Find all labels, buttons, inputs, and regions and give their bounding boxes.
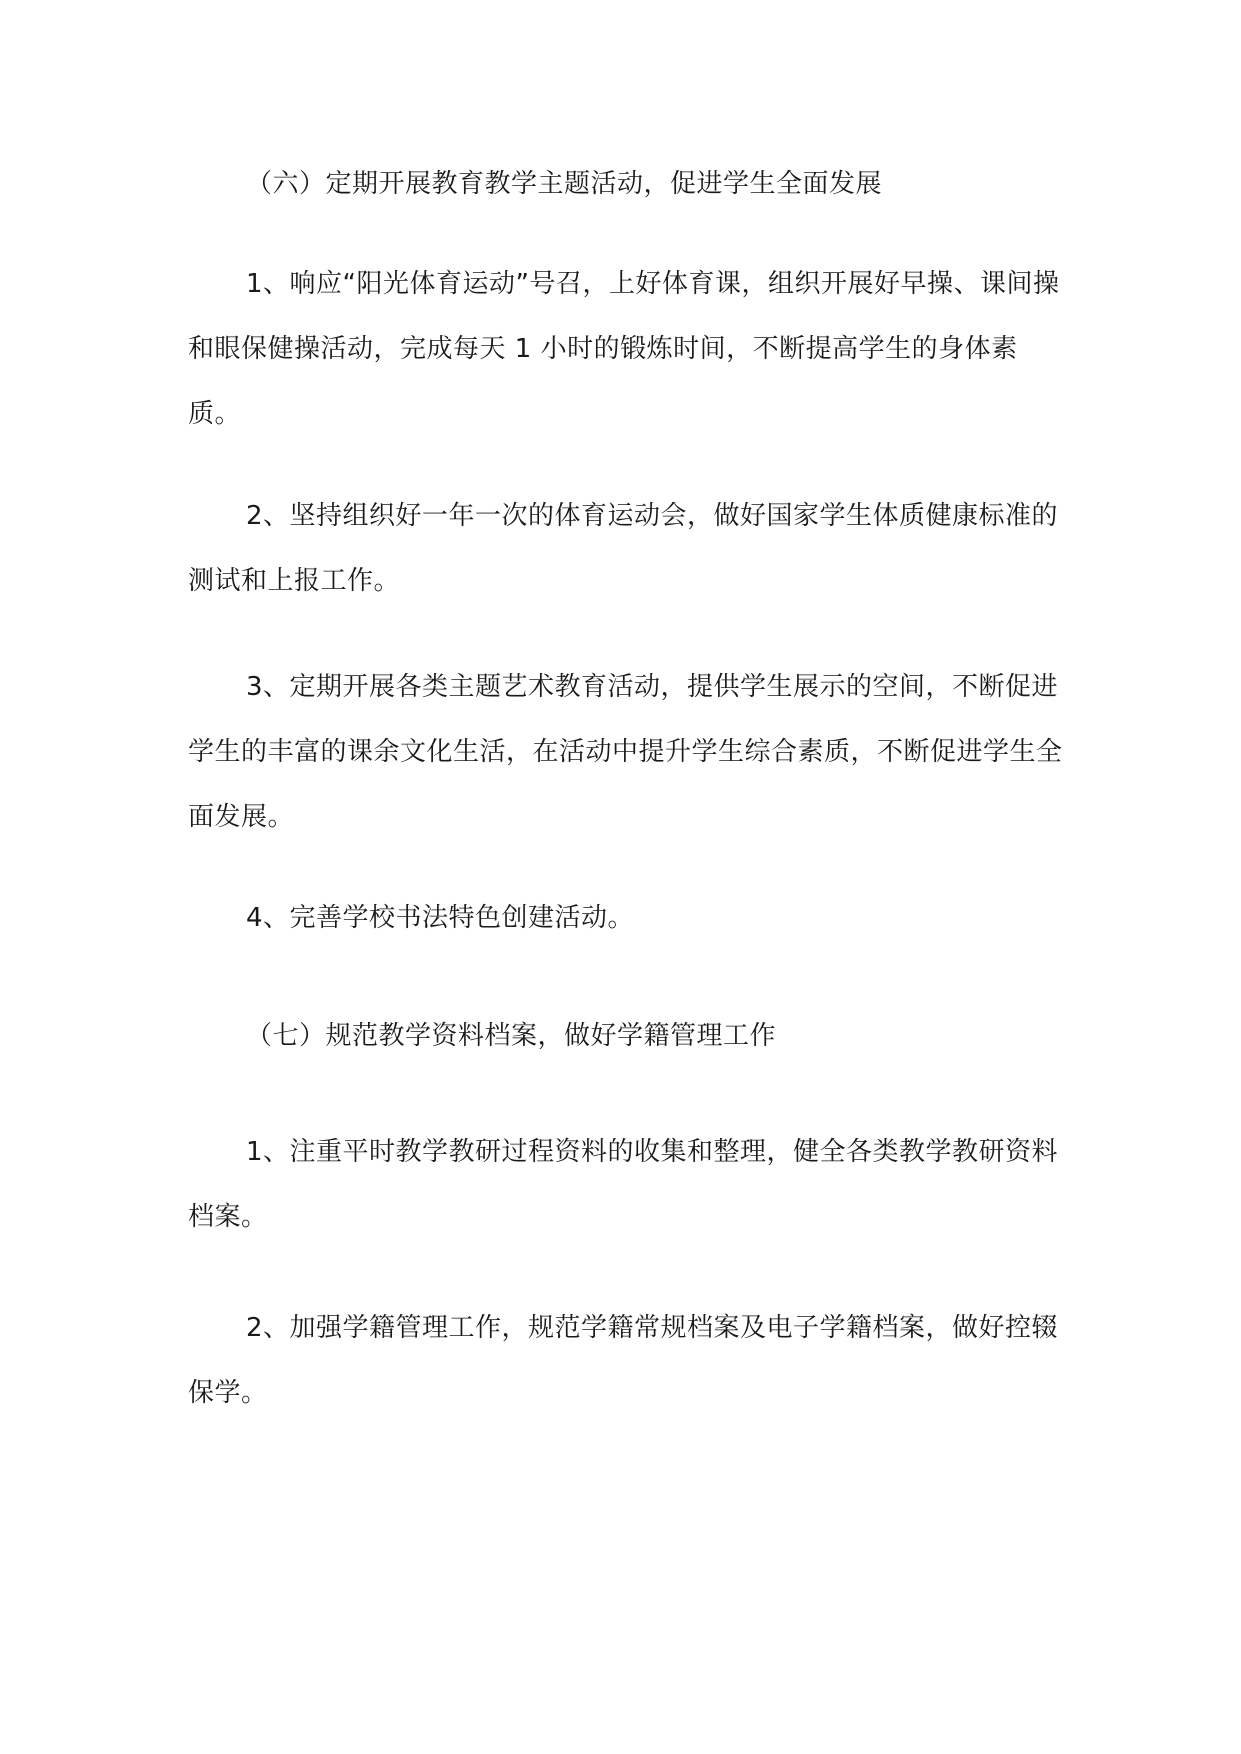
paragraph-7-1: 1、注重平时教学教研过程资料的收集和整理，健全各类教学教研资料档案。 xyxy=(188,1137,1059,1232)
paragraph-6-1: 1、响应“阳光体育运动”号召，上好体育课，组织开展好早操、课间操和眼保健操活动，完成每天 1 小时的锻炼时间，不断提高学生的身体素质。 xyxy=(188,269,1060,429)
paragraph-6-2: 2、坚持组织好一年一次的体育运动会，做好国家学生体质健康标准的测试和上报工作。 xyxy=(188,501,1059,596)
section-heading-6: （六）定期开展教育教学主题活动，促进学生全面发展 xyxy=(246,169,883,199)
paragraph-6-4: 4、完善学校书法特色创建活动。 xyxy=(246,903,635,933)
section-heading-7: （七）规范教学资料档案，做好学籍管理工作 xyxy=(246,1021,777,1051)
paragraph-6-3: 3、定期开展各类主题艺术教育活动，提供学生展示的空间，不断促进学生的丰富的课余文化生活，在活动中提升学生综合素质，不断促进学生全面发展。 xyxy=(188,672,1063,832)
paragraph-7-2: 2、加强学籍管理工作，规范学籍常规档案及电子学籍档案，做好控辍保学。 xyxy=(188,1313,1059,1408)
